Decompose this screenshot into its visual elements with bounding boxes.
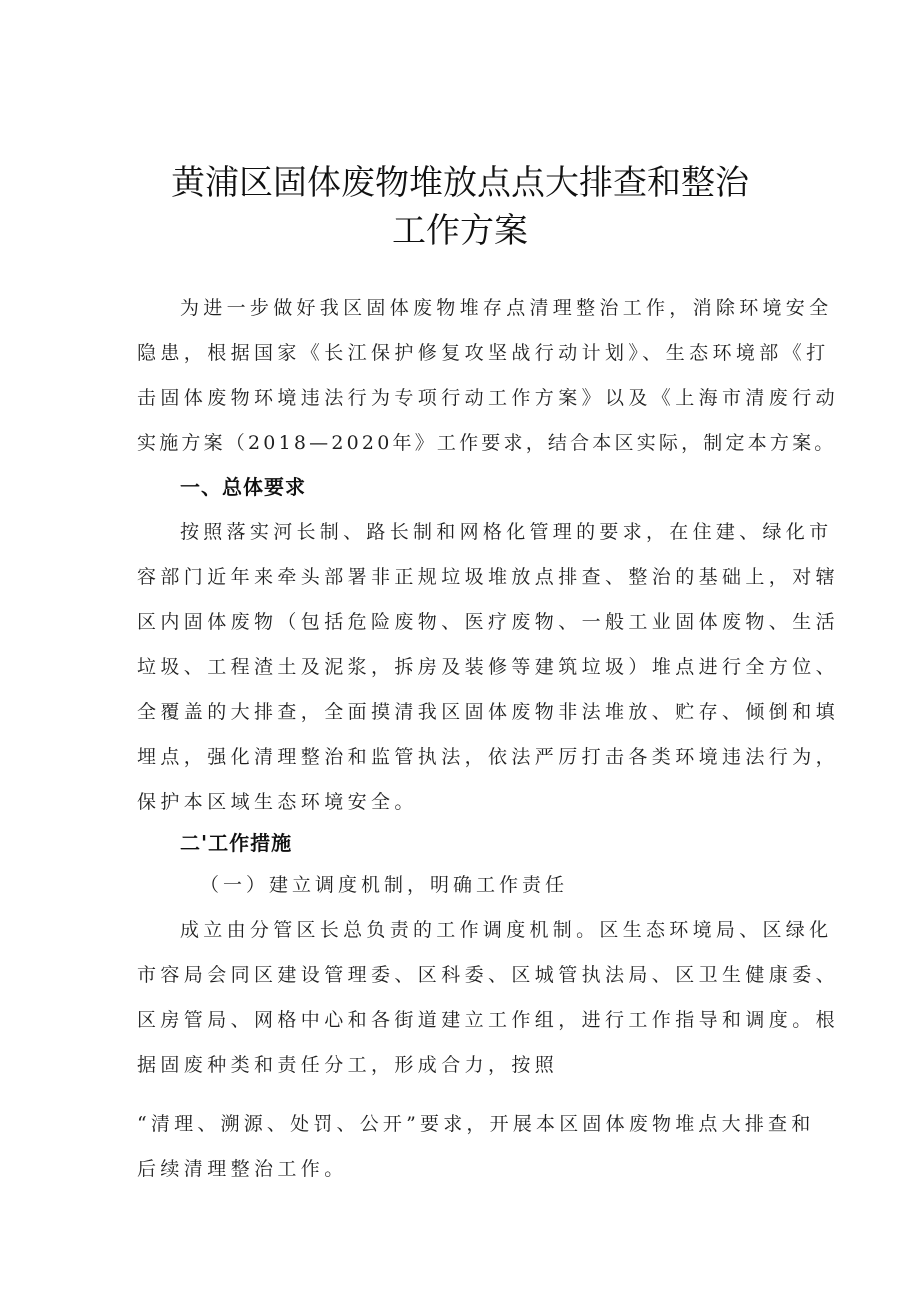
section-2-line-3: 区房管局、网格中心和各街道建立工作组，进行工作指导和调度。根 — [137, 1009, 840, 1031]
section-1-line-5: 全覆盖的大排查，全面摸清我区固体废物非法堆放、贮存、倾倒和填 — [137, 701, 840, 723]
section-2-continuation-line-1: “清理、溯源、处罚、公开”要求，开展本区固体废物堆点大排查和 — [137, 1113, 815, 1135]
section-1-line-4: 垃圾、工程渣土及泥浆，拆房及装修等建筑垃圾）堆点进行全方位、 — [137, 656, 840, 678]
intro-line-1: 为进一步做好我区固体废物堆存点清理整治工作，消除环境安全 — [180, 297, 833, 319]
section-heading-work-measures: 二'工作措施 — [180, 831, 293, 855]
section-2-continuation-line-2: 后续清理整治工作。 — [137, 1158, 348, 1180]
section-1-line-7: 保护本区域生态环境安全。 — [137, 791, 418, 813]
section-heading-overall-requirements: 一、总体要求 — [180, 475, 306, 499]
intro-line-2: 隐患，根据国家《长江保护修复攻坚战行动计划》、生态环境部《打 — [137, 342, 830, 364]
intro-line-4: 实施方案（2018—2020年》工作要求，结合本区实际，制定本方案。 — [137, 432, 837, 454]
section-1-line-1: 按照落实河长制、路长制和网格化管理的要求，在住建、绿化市 — [180, 521, 833, 543]
section-1-line-3: 区内固体废物（包括危险废物、医疗废物、一般工业固体废物、生活 — [137, 611, 840, 633]
section-2-line-1: 成立由分管区长总负责的工作调度机制。区生态环境局、区绿化 — [180, 919, 833, 941]
section-2-line-4: 据固废种类和责任分工，形成合力，按照 — [137, 1054, 559, 1076]
section-1-line-6: 埋点，强化清理整治和监管执法，依法严厉打击各类环境违法行为， — [137, 746, 840, 768]
section-1-line-2: 容部门近年来牵头部署非正规垃圾堆放点排查、整治的基础上，对辖 — [137, 566, 840, 588]
subsection-heading-1: （一）建立调度机制，明确工作责任 — [200, 874, 569, 896]
document-title-line-2: 工作方案 — [392, 211, 528, 251]
document-title-line-1: 黄浦区固体废物堆放点点大排查和整治 — [171, 163, 749, 203]
intro-line-3: 击固体废物环境违法行为专项行动工作方案》以及《上海市清废行动 — [137, 387, 840, 409]
section-2-line-2: 市容局会同区建设管理委、区科委、区城管执法局、区卫生健康委、 — [137, 964, 840, 986]
